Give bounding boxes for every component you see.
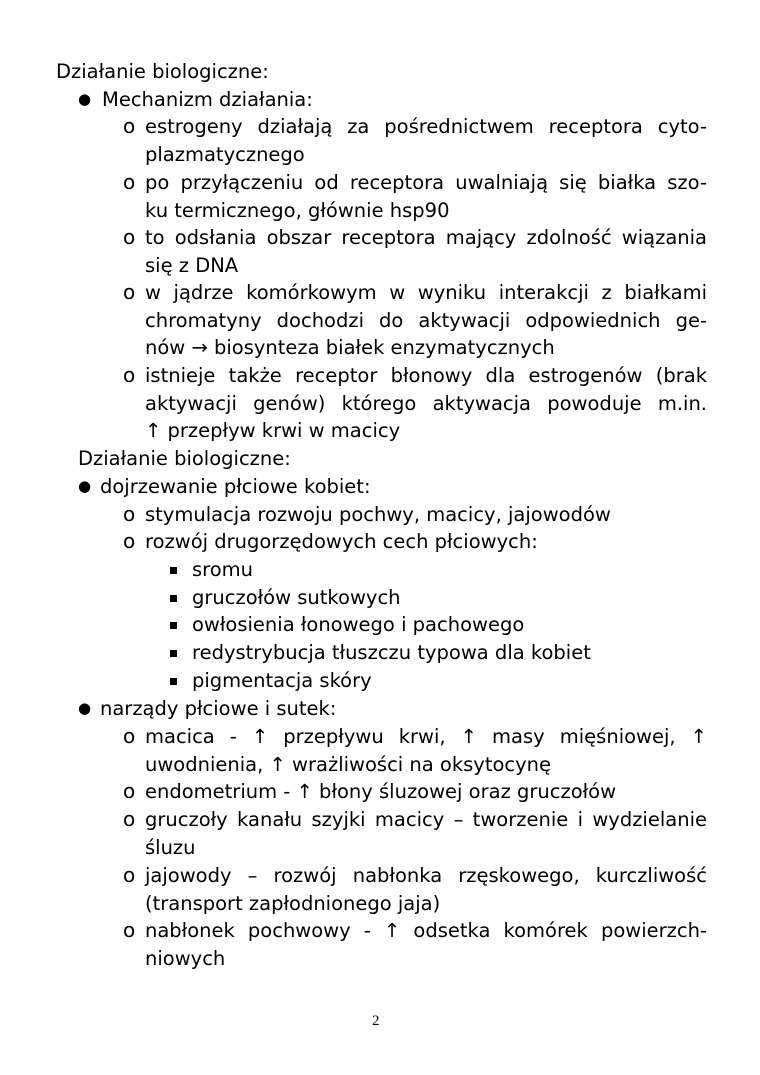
circle-bullet-icon: o (123, 363, 136, 387)
list-item: istnieje także receptor błonowy dla estrogenów (brak aktywacji genów) którego aktywacja powoduje m.in. ↑ przepływ krwi w macicy (145, 364, 707, 443)
circle-bullet-icon: o (123, 529, 136, 553)
list-item: jajowody – rozwój nabłonka rzęskowego, kurczliwość (transport zapłodnionego jaja) (145, 864, 707, 915)
list-item: estrogeny działają za pośrednictwem receptora cyto- plazmatycznego (145, 115, 707, 166)
list-item: w jądrze komórkowym w wyniku interakcji z białkami chromatyny dochodzi do aktywacji odpowiednich ge- nów → biosynteza białek enzymatycznych (145, 281, 707, 360)
list-item: rozwój drugorzędowych cech płciowych: (145, 530, 538, 553)
list-item: stymulacja rozwoju pochwy, macicy, jajowodów (145, 503, 611, 526)
bullet-icon: ● (78, 699, 92, 717)
list-item: endometrium - ↑ błony śluzowej oraz gruczołów (145, 780, 617, 803)
heading-second: Działanie biologiczne: (78, 447, 291, 470)
sub-list-item: pigmentacja skóry (192, 669, 372, 692)
square-bullet-icon (170, 678, 177, 685)
sub-list-item: redystrybucja tłuszczu typowa dla kobiet (192, 641, 591, 664)
circle-bullet-icon: o (123, 280, 136, 304)
circle-bullet-icon: o (123, 807, 136, 831)
list-item: po przyłączeniu od receptora uwalniają się białka szo- ku termicznego, głównie hsp90 (145, 171, 707, 222)
list-item: gruczoły kanału szyjki macicy – tworzenie i wydzielanie śluzu (145, 808, 707, 859)
sub-list-item: owłosienia łonowego i pachowego (192, 613, 525, 636)
circle-bullet-icon: o (123, 863, 136, 887)
circle-bullet-icon: o (123, 502, 136, 526)
list-item: macica - ↑ przepływu krwi, ↑ masy mięśniowej, ↑ uwodnienia, ↑ wrażliwości na oksytocynę (145, 725, 707, 776)
bullet-icon: ● (78, 477, 92, 495)
square-bullet-icon (170, 595, 177, 602)
section-title-mechanizm: Mechanizm działania: (102, 88, 313, 111)
heading-first: Działanie biologiczne: (56, 60, 269, 83)
sub-list-item: sromu (192, 558, 254, 581)
circle-bullet-icon: o (123, 724, 136, 748)
circle-bullet-icon: o (123, 225, 136, 249)
bullet-icon: ● (78, 90, 92, 108)
circle-bullet-icon: o (123, 114, 136, 138)
circle-bullet-icon: o (123, 170, 136, 194)
list-item: nabłonek pochwowy - ↑ odsetka komórek powierzch- niowych (145, 919, 707, 970)
section-title-narzady: narządy płciowe i sutek: (100, 697, 337, 720)
section-title-dojrzewanie: dojrzewanie płciowe kobiet: (100, 475, 371, 498)
square-bullet-icon (170, 622, 177, 629)
square-bullet-icon (170, 650, 177, 657)
circle-bullet-icon: o (123, 918, 136, 942)
circle-bullet-icon: o (123, 779, 136, 803)
square-bullet-icon (170, 567, 177, 574)
sub-list-item: gruczołów sutkowych (192, 586, 401, 609)
page-number: 2 (372, 1013, 380, 1029)
list-item: to odsłania obszar receptora mający zdolność wiązania się z DNA (145, 226, 707, 277)
